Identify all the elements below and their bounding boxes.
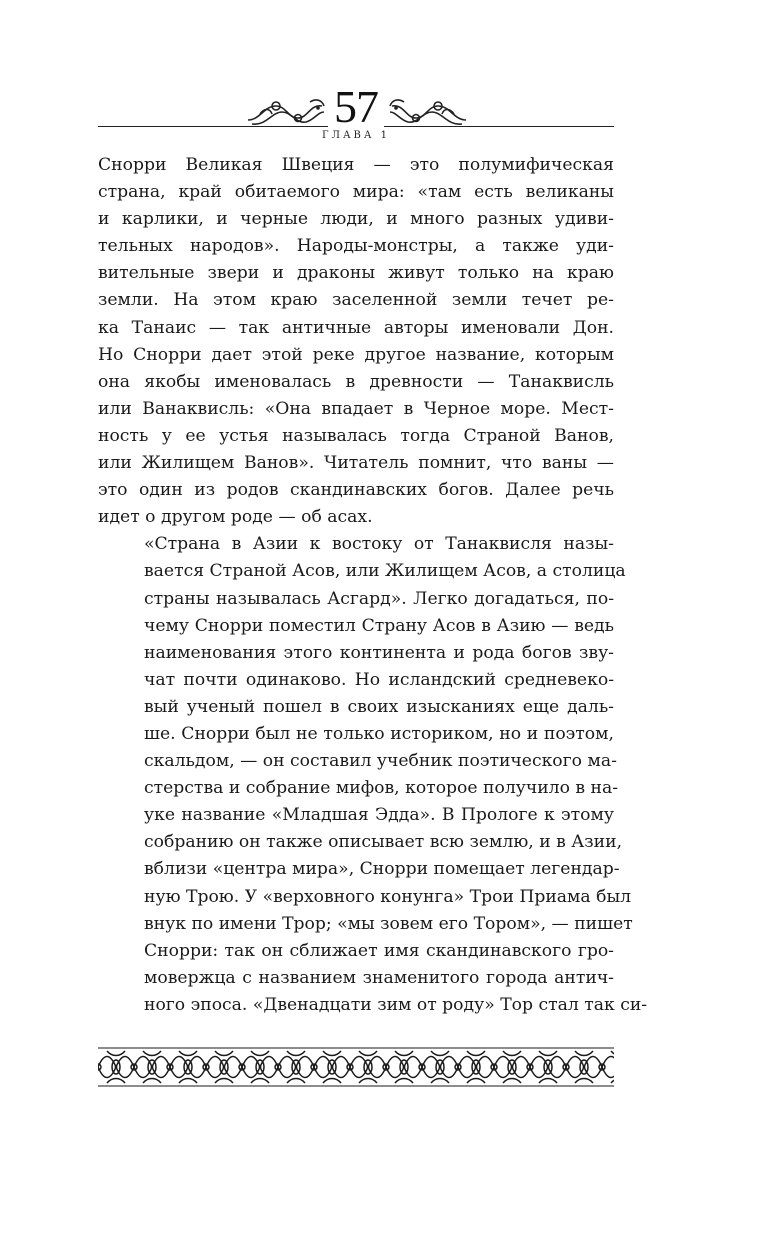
text-line: это один из родов скандинавских богов. Далее речь	[98, 480, 614, 501]
text-line: Снорри: так он сближает имя скандинавского гро-	[144, 940, 614, 961]
paragraph	[98, 152, 614, 531]
text-line: вблизи «центра мира», Снорри помещает легендар-	[144, 859, 620, 880]
footer-knotwork-border-icon	[98, 1047, 614, 1087]
running-header	[98, 81, 614, 148]
text-line: ка Танаис — так античные авторы именовали Дон.	[98, 317, 614, 338]
text-line: Снорри Великая Швеция — это полумифическая	[98, 155, 614, 175]
text-line: идет о другом роде — об асах.	[98, 507, 373, 528]
text-line: наименования этого континента и рода богов зву-	[144, 642, 614, 663]
text-line: внук по имени Трор; «мы зовем его Тором», — пишет	[144, 913, 633, 934]
text-line: страна, край обитаемого мира: «там есть великаны	[98, 182, 614, 203]
text-line: страны называлась Асгард». Легко догадаться, по-	[144, 588, 614, 609]
body-text	[98, 152, 648, 1019]
text-line: земли. На этом краю заселенной земли течет ре-	[98, 290, 614, 311]
text-line: ность у ее устья называлась тогда Страной Ванов,	[98, 425, 614, 446]
text-line: мовержца с названием знаменитого города антич-	[144, 967, 614, 988]
text-line: ного эпоса. «Двенадцати зим от роду» Тор стал так си-	[144, 994, 648, 1015]
page-number: 57	[98, 82, 614, 132]
text-line: вый ученый пошел в своих изысканиях еще даль-	[144, 696, 614, 717]
text-line: она якобы именовалась в древности — Танаквисль	[98, 371, 614, 392]
text-line: вается Страной Асов, или Жилищем Асов, а столица	[144, 561, 626, 582]
text-line: стерства и собрание мифов, которое получило в на-	[144, 778, 619, 799]
chapter-label: ГЛАВА 1	[321, 130, 390, 141]
text-line: чему Снорри поместил Страну Асов в Азию — ведь	[144, 615, 614, 636]
text-line: или Жилищем Ванов». Читатель помнит, что ваны —	[98, 453, 614, 474]
text-line: и карлики, и черные люди, и много разных удиви-	[98, 209, 614, 230]
paragraph	[98, 531, 648, 1019]
text-line: ше. Снорри был не только историком, но и поэтом,	[144, 723, 614, 744]
text-line: Но Снорри дает этой реке другое название, которым	[98, 344, 614, 365]
text-line: «Страна в Азии к востоку от Танаквисля назы-	[144, 534, 614, 555]
text-line: тельных народов». Народы-монстры, а также уди-	[98, 236, 614, 257]
right-knotwork-ornament-icon	[388, 96, 468, 128]
text-line: ную Трою. У «верховного конунга» Трои Приама был	[144, 886, 632, 907]
text-line: скальдом, — он составил учебник поэтического ма-	[144, 751, 617, 772]
text-line: или Ванаквисль: «Она впадает в Черное море. Мест-	[98, 398, 614, 419]
text-line: уке название «Младшая Эдда». В Прологе к этому	[144, 805, 614, 826]
text-line: чат почти одинаково. Но исландский средневеко-	[144, 669, 614, 690]
text-line: собранию он также описывает всю землю, и в Азии,	[144, 832, 623, 853]
text-line: вительные звери и драконы живут только на краю	[98, 263, 614, 284]
